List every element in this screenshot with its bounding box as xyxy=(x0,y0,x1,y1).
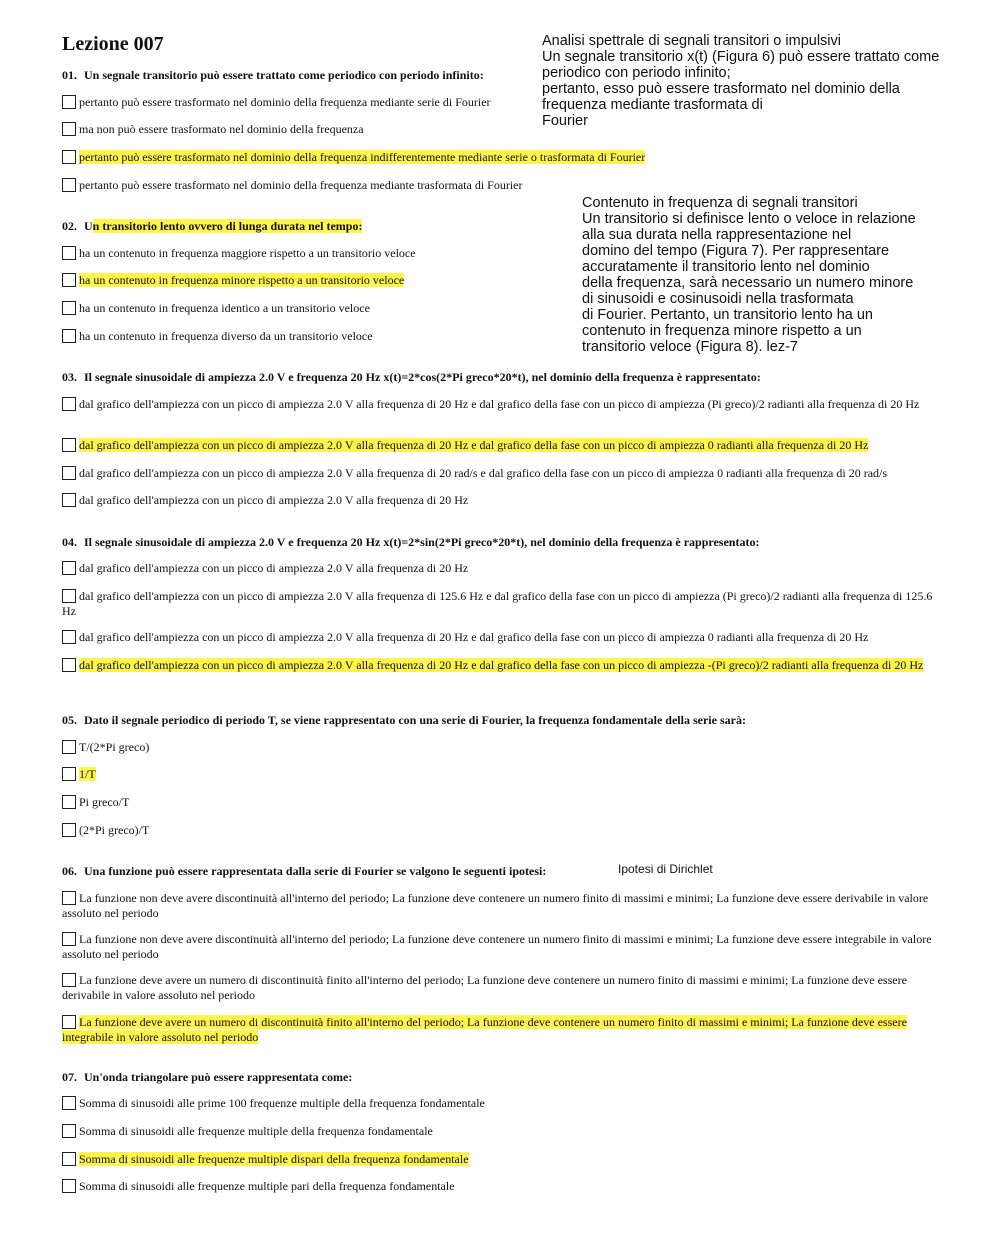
note-line: periodico con periodo infinito; xyxy=(542,65,731,81)
q01-option-1[interactable]: pertanto può essere trasformato nel dominio della frequenza mediante serie di Fourier xyxy=(62,95,942,110)
note-line: frequenza mediante trasformata di xyxy=(542,97,763,113)
note-line: di Fourier. Pertanto, un transitorio lento ha un xyxy=(582,307,873,323)
checkbox[interactable] xyxy=(62,823,76,837)
checkbox[interactable] xyxy=(62,767,76,781)
checkbox[interactable] xyxy=(62,740,76,754)
q07-option-2[interactable]: Somma di sinusoidi alle frequenze multiple della frequenza fondamentale xyxy=(62,1124,942,1139)
q05-option-3[interactable]: Pi greco/T xyxy=(62,795,942,810)
checkbox[interactable] xyxy=(62,329,76,343)
q06-option-2[interactable]: La funzione non deve avere discontinuità all'interno del periodo; La funzione deve contenere un numero finito di massimi e minimi; La funzione deve essere integrabile in valore assoluto nel periodo xyxy=(62,932,932,961)
note-line: accuratamente il transitorio lento nel dominio xyxy=(582,259,870,275)
note-line: di sinusoidi e cosinusoidi nella trasformata xyxy=(582,291,854,307)
question-text: Un'onda triangolare può essere rappresentata come: xyxy=(84,1070,353,1084)
q03-option-1[interactable]: dal grafico dell'ampiezza con un picco di ampiezza 2.0 V alla frequenza di 20 Hz e dal grafico della fase con un picco di ampiezza (Pi greco)/2 radianti alla frequenza di 20 Hz xyxy=(62,397,942,412)
checkbox[interactable] xyxy=(62,95,76,109)
checkbox[interactable] xyxy=(62,973,76,987)
q07-option-4[interactable]: Somma di sinusoidi alle frequenze multiple pari della frequenza fondamentale xyxy=(62,1179,942,1194)
question-number: 07. xyxy=(62,1070,77,1084)
q04-option-4[interactable] xyxy=(62,658,942,673)
checkbox[interactable] xyxy=(62,1152,76,1166)
note-line: della frequenza, sarà necessario un numero minore xyxy=(582,275,914,291)
q05-option-2[interactable] xyxy=(62,767,942,782)
question-number: 02. xyxy=(62,219,77,233)
checkbox[interactable] xyxy=(62,658,76,672)
note-line: contenuto in frequenza minore rispetto a un xyxy=(582,323,862,339)
question-number: 06. xyxy=(62,864,77,878)
checkbox[interactable] xyxy=(62,122,76,136)
question-number: 04. xyxy=(62,535,77,549)
q02-option-2[interactable] xyxy=(62,273,942,288)
q06-option-4[interactable] xyxy=(62,1015,942,1045)
checkbox[interactable] xyxy=(62,178,76,192)
question-05 xyxy=(62,713,942,728)
checkbox[interactable] xyxy=(62,246,76,260)
question-number: 01. xyxy=(62,68,77,82)
question-text: Un segnale transitorio può essere trattato come periodico con periodo infinito: xyxy=(84,68,484,82)
question-01 xyxy=(62,68,942,83)
q01-option-3[interactable] xyxy=(62,150,942,165)
note-line: Fourier xyxy=(542,113,588,129)
question-text: Il segnale sinusoidale di ampiezza 2.0 V e frequenza 20 Hz x(t)=2*cos(2*Pi greco*20*t), nel dominio della frequenza è rappresentato: xyxy=(84,370,761,384)
note-line: Analisi spettrale di segnali transitori o impulsivi xyxy=(542,33,841,49)
note-line: alla sua durata nella rappresentazione nel xyxy=(582,227,852,243)
checkbox[interactable] xyxy=(62,397,76,411)
checkbox[interactable] xyxy=(62,1124,76,1138)
question-text: Dato il segnale periodico di periodo T, se viene rappresentato con una serie di Fourier, la frequenza fondamentale della serie sarà: xyxy=(84,713,746,727)
checkbox[interactable] xyxy=(62,1096,76,1110)
q05-option-4[interactable]: (2*Pi greco)/T xyxy=(62,823,942,838)
highlighted-answer: dal grafico dell'ampiezza con un picco di ampiezza 2.0 V alla frequenza di 20 Hz e dal grafico della fase con un picco di ampiezza -(Pi greco)/2 radianti alla frequenza di 20 Hz xyxy=(79,658,924,672)
q01-option-4[interactable]: pertanto può essere trasformato nel dominio della frequenza mediante trasformata di Fourier xyxy=(62,178,942,193)
note-line: pertanto, esso può essere trasformato nel dominio della xyxy=(542,81,900,97)
highlighted-answer: Somma di sinusoidi alle frequenze multiple dispari della frequenza fondamentale xyxy=(79,1152,469,1166)
checkbox[interactable] xyxy=(62,493,76,507)
q04-option-3[interactable]: dal grafico dell'ampiezza con un picco di ampiezza 2.0 V alla frequenza di 20 Hz e dal grafico della fase con un picco di ampiezza 0 radianti alla frequenza di 20 Hz xyxy=(62,630,942,645)
question-text: Una funzione può essere rappresentata dalla serie di Fourier se valgono le seguenti ipotesi: xyxy=(84,864,547,878)
checkbox[interactable] xyxy=(62,150,76,164)
note-line: domino del tempo (Figura 7). Per rappresentare xyxy=(582,243,890,259)
side-note-dirichlet: Ipotesi di Dirichlet xyxy=(618,862,713,876)
checkbox[interactable] xyxy=(62,795,76,809)
note-line: Un transitorio si definisce lento o veloce in relazione xyxy=(582,211,916,227)
question-02: 02. Un transitorio lento ovvero di lunga durata nel tempo: xyxy=(62,219,363,233)
q07-option-3[interactable] xyxy=(62,1152,942,1167)
highlighted-answer: pertanto può essere trasformato nel dominio della frequenza indifferentemente mediante serie o trasformata di Fourier xyxy=(79,150,646,164)
question-text: Il segnale sinusoidale di ampiezza 2.0 V e frequenza 20 Hz x(t)=2*sin(2*Pi greco*20*t), nel dominio della frequenza è rappresentato: xyxy=(84,535,760,549)
q04-option-1[interactable]: dal grafico dell'ampiezza con un picco di ampiezza 2.0 V alla frequenza di 20 Hz xyxy=(62,561,942,576)
highlighted-question-text: n transitorio lento ovvero di lunga durata nel tempo: xyxy=(92,219,363,233)
highlighted-answer: ha un contenuto in frequenza minore rispetto a un transitorio veloce xyxy=(79,273,405,287)
highlighted-answer: La funzione deve avere un numero di discontinuità finito all'interno del periodo; La funzione deve contenere un numero finito di massimi e minimi; La funzione deve essere integrabile in valore assoluto nel periodo xyxy=(62,1015,907,1044)
q04-option-2[interactable]: dal grafico dell'ampiezza con un picco di ampiezza 2.0 V alla frequenza di 125.6 Hz e dal grafico della fase con un picco di ampiezza (Pi greco)/2 radianti alla frequenza di 125.6 Hz xyxy=(62,589,933,618)
checkbox[interactable] xyxy=(62,273,76,287)
q03-option-4[interactable]: dal grafico dell'ampiezza con un picco di ampiezza 2.0 V alla frequenza di 20 Hz xyxy=(62,493,942,508)
checkbox[interactable] xyxy=(62,891,76,905)
q07-option-1[interactable]: Somma di sinusoidi alle prime 100 frequenze multiple della frequenza fondamentale xyxy=(62,1096,942,1111)
checkbox[interactable] xyxy=(62,1179,76,1193)
question-04 xyxy=(62,535,942,550)
checkbox[interactable] xyxy=(62,438,76,452)
checkbox[interactable] xyxy=(62,1015,76,1029)
checkbox[interactable] xyxy=(62,630,76,644)
q03-option-2[interactable] xyxy=(62,438,942,453)
question-number: 03. xyxy=(62,370,77,384)
q02-option-1[interactable]: ha un contenuto in frequenza maggiore rispetto a un transitorio veloce xyxy=(62,246,942,261)
note-line: Contenuto in frequenza di segnali transitori xyxy=(582,195,858,211)
question-number: 05. xyxy=(62,713,77,727)
checkbox[interactable] xyxy=(62,466,76,480)
page-title: Lezione 007 xyxy=(62,33,164,55)
checkbox[interactable] xyxy=(62,561,76,575)
highlighted-answer: 1/T xyxy=(79,767,96,781)
checkbox[interactable] xyxy=(62,932,76,946)
question-03 xyxy=(62,370,942,385)
checkbox[interactable] xyxy=(62,301,76,315)
question-07 xyxy=(62,1070,942,1085)
q06-option-1[interactable]: La funzione non deve avere discontinuità all'interno del periodo; La funzione deve contenere un numero finito di massimi e minimi; La funzione deve essere derivabile in valore assoluto nel periodo xyxy=(62,891,929,920)
checkbox[interactable] xyxy=(62,589,76,603)
q02-option-4[interactable]: ha un contenuto in frequenza diverso da un transitorio veloce xyxy=(62,329,942,344)
note-line: Un segnale transitorio x(t) (Figura 6) può essere trattato come xyxy=(542,49,940,65)
question-06 xyxy=(62,864,942,879)
q06-option-3[interactable]: La funzione deve avere un numero di discontinuità finito all'interno del periodo; La funzione deve contenere un numero finito di massimi e minimi; La funzione deve essere derivabile in valore assoluto nel periodo xyxy=(62,973,907,1002)
q05-option-1[interactable]: T/(2*Pi greco) xyxy=(62,740,942,755)
q03-option-3[interactable]: dal grafico dell'ampiezza con un picco di ampiezza 2.0 V alla frequenza di 20 rad/s e dal grafico della fase con un picco di ampiezza 0 radianti alla frequenza di 20 rad/s xyxy=(62,466,942,481)
q02-option-3[interactable]: ha un contenuto in frequenza identico a un transitorio veloce xyxy=(62,301,942,316)
highlighted-answer: dal grafico dell'ampiezza con un picco di ampiezza 2.0 V alla frequenza di 20 Hz e dal grafico della fase con un picco di ampiezza 0 radianti alla frequenza di 20 Hz xyxy=(79,438,869,452)
note-line: transitorio veloce (Figura 8). lez-7 xyxy=(582,339,798,355)
q01-option-2[interactable]: ma non può essere trasformato nel dominio della frequenza xyxy=(62,122,942,137)
